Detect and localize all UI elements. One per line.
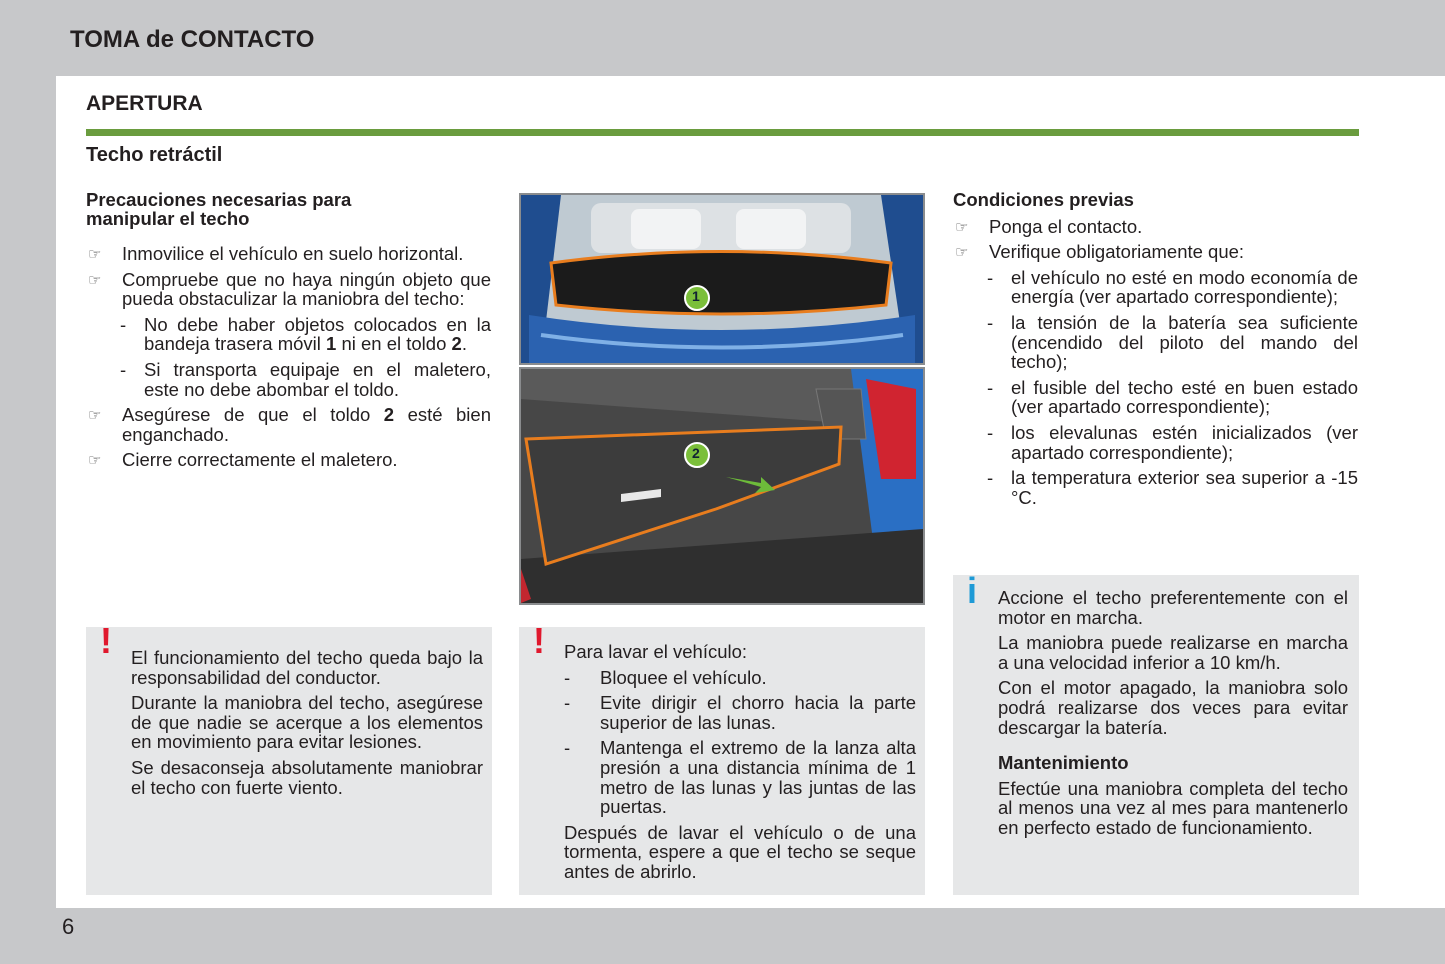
page-number: 6 [62,914,75,939]
sub-list-item: - la tensión de la batería sea suficiente (encendido del piloto del mando del techo); [987,311,1358,373]
warning-box-driver [86,620,492,895]
sub-list-item: - la temperatura exterior sea superior a -15 °C. [987,467,1358,508]
list-item: ☞ Asegúrese de que el toldo 2 esté bien enganchado. [88,404,491,445]
section-title: APERTURA [86,92,203,115]
info-box [953,570,1359,895]
callout-1: 1 [692,288,700,304]
list-item: ☞ Compruebe que no haya ningún objeto que pueda obstaculizar la maniobra del techo: [88,268,491,310]
subsection-title: Techo retráctil [86,144,223,166]
rear-shelf-illustration [521,195,923,363]
list-item: ☞ Inmovilice el vehículo en suelo horizontal. [88,243,464,264]
pointing-hand-icon: ☞ [955,218,969,236]
sub-list-item: - Si transporta equipaje en el maletero, este no debe abombar el toldo. [120,358,491,400]
pointing-hand-icon: ☞ [88,246,102,263]
warning-text: Para lavar el vehículo: - Bloquee el vehículo. - Evite dirigir el chorro hacia la parte superior de las lunas. - Mantenga el extremo de la lanza alta presión a una distancia mínima de 1 metro de las lunas y las juntas de las puertas. Después de lavar el vehículo o de una tormenta, espere a que el techo se seque antes de abrirlo. [564,641,916,882]
list-item: - Evite dirigir el chorro hacia la parte superior de las lunas. [564,692,916,733]
callout-2: 2 [692,445,700,461]
conditions-column [953,190,1358,513]
rear-shelf-photo [519,193,925,365]
conditions-heading: Condiciones previas [953,189,1134,210]
warning-box-washing [519,620,925,895]
pointing-hand-icon: ☞ [88,271,102,289]
chapter-title: TOMA de CONTACTO [70,26,315,53]
pointing-hand-icon: ☞ [955,244,969,262]
list-item: ☞ Verifique obligatoriamente que: [955,241,1245,263]
sub-list-item: - el fusible del techo esté en buen estado (ver apartado correspondiente); [987,376,1358,418]
sub-list-item: - No debe haber objetos colocados en la bandeja trasera móvil 1 ni en el toldo 2. [120,313,491,355]
list-item: - Bloquee el vehículo. [564,666,767,688]
precautions-heading: Precauciones necesarias para manipular el techo [86,189,352,229]
warning-text: El funcionamiento del techo queda bajo la responsabilidad del conductor. Durante la maniobra del techo, asegúrese de que nadie se acerque a los elementos en movimiento para evitar lesiones. Se desaconseja absolutamente maniobrar el techo con fuerte viento. [131,647,483,798]
warning-icon: ! [533,620,545,661]
info-icon: i [967,570,978,611]
sub-list-item: - el vehículo no esté en modo economía de energía (ver apartado correspondiente); [987,266,1358,308]
list-item: - Mantenga el extremo de la lanza alta presión a una distancia mínima de 1 metro de las lunas y las juntas de las puertas. [564,737,916,818]
section-divider [86,129,1359,136]
list-item: ☞ Ponga el contacto. [955,215,1143,237]
pointing-hand-icon: ☞ [88,452,102,470]
trunk-cover-illustration [521,369,923,603]
pointing-hand-icon: ☞ [88,407,102,425]
maintenance-heading: Mantenimiento [998,752,1129,774]
trunk-cover-photo [519,367,925,605]
list-item: ☞ Cierre correctamente el maletero. [88,449,398,471]
warning-icon: ! [100,620,112,661]
info-text: Accione el techo preferentemente con el motor en marcha. La maniobra puede realizarse en marcha a una velocidad inferior a 10 km/h. Con el motor apagado, la maniobra solo podrá realizarse dos veces para evitar descargar la batería. Mantenimiento Efectúe una maniobra completa del techo al menos una vez al mes para mantenerlo en perfecto estado de funcionamiento. [998,587,1348,838]
precautions-column [86,190,491,476]
sub-list-item: - los elevalunas estén inicializados (ver apartado correspondiente); [987,421,1358,463]
